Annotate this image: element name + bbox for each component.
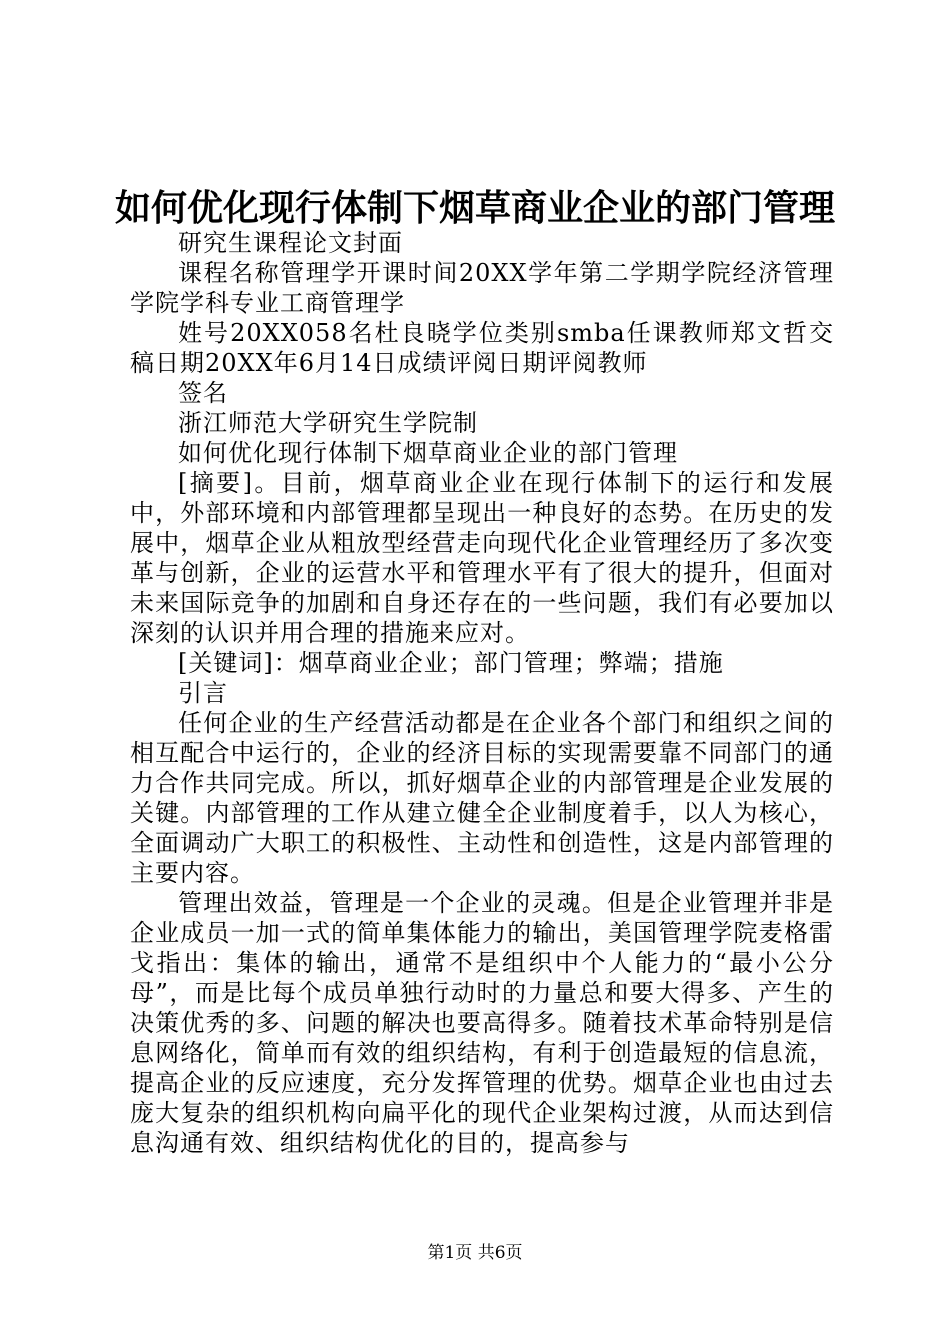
document-title: 如何优化现行体制下烟草商业企业的部门管理	[114, 187, 835, 229]
course-info: 课程名称管理学开课时间20XX学年第二学期学院经济管理学院学科专业工商管理学	[130, 259, 834, 317]
body-paragraph: 管理出效益，管理是一个企业的灵魂。但是企业管理并非是企业成员一加一式的简单集体能力的输出，美国管理学院麦格雷戈指出：集体的输出，通常不是组织中个人能力的“最小公分母”，而是比每个成员单独行动时的力量总和要大得多、产生的决策优秀的多、问题的解决也要高得多。随着技术革命特别是信息网络化，简单而有效的组织结构，有利于创造最短的信息流，提高企业的反应速度，充分发挥管理的优势。烟草企业也由过去庞大复杂的组织机构向扁平化的现代企业架构过渡，从而达到信息沟通有效、组织结构优化的目的，提高参与	[130, 889, 834, 1157]
document-body	[130, 228, 834, 1158]
abstract-paragraph: [摘要]。目前，烟草商业企业在现行体制下的运行和发展中，外部环境和内部管理都呈现出一种良好的态势。在历史的发展中，烟草企业从粗放型经营走向现代化企业管理经历了多次变革与创新，企业的运营水平和管理水平有了很大的提升，但面对未来国际竞争的加剧和自身还存在的一些问题，我们有必要加以深刻的认识并用合理的措施来应对。	[130, 469, 834, 647]
keywords-paragraph: [关键词]：烟草商业企业；部门管理；弊端；措施	[178, 649, 724, 677]
cover-heading: 研究生课程论文封面	[178, 229, 403, 257]
page-number-footer: 第1页 共6页	[427, 1243, 523, 1263]
student-info: 姓号20XX058名杜良晓学位类别smba任课教师郑文哲交稿日期20XX年6月14日成绩评阅日期评阅教师	[130, 319, 834, 377]
body-paragraph: 任何企业的生产经营活动都是在企业各个部门和组织之间的相互配合中运行的，企业的经济目标的实现需要靠不同部门的通力合作共同完成。所以，抓好烟草企业的内部管理是企业发展的关键。内部管理的工作从建立健全企业制度着手，以人为核心，全面调动广大职工的积极性、主动性和创造性，这是内部管理的主要内容。	[130, 709, 834, 887]
introduction-heading: 引言	[178, 679, 228, 707]
signature-label: 签名	[178, 379, 228, 407]
institution-line: 浙江师范大学研究生学院制	[178, 409, 478, 437]
paper-title-line: 如何优化现行体制下烟草商业企业的部门管理	[178, 439, 678, 467]
